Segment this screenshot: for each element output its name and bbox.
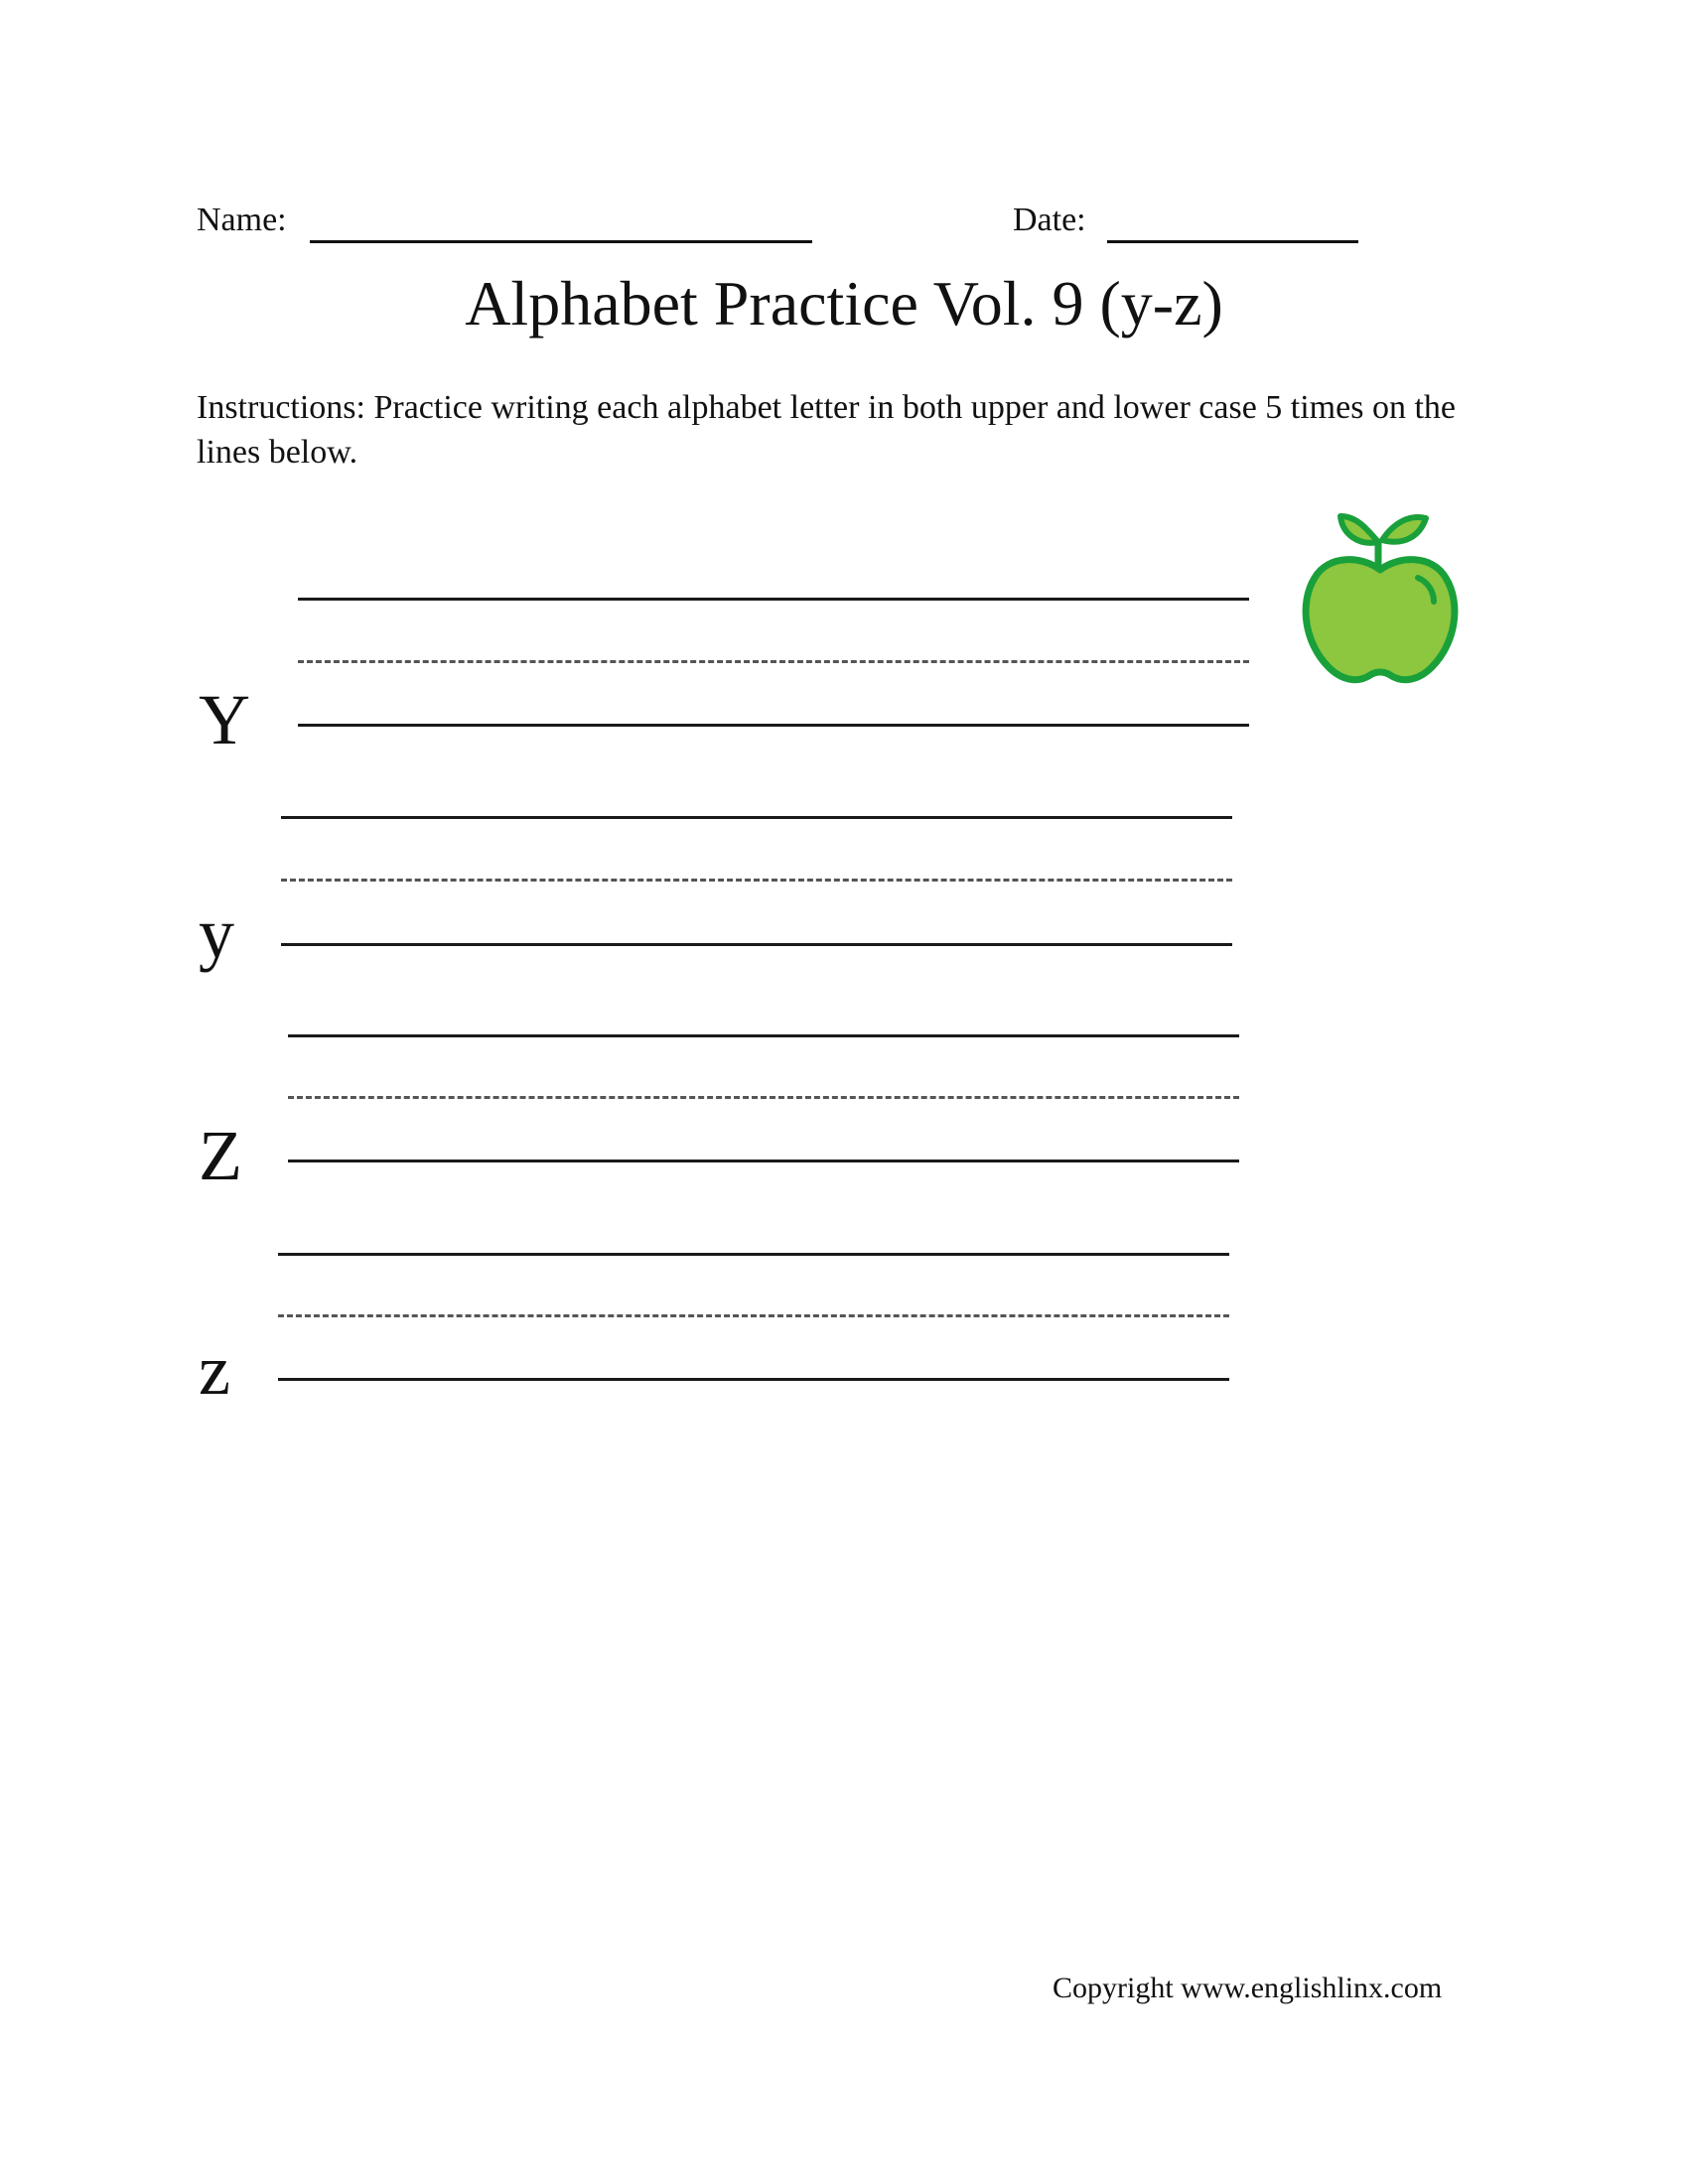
row-z-upper-base-line [288, 1160, 1239, 1162]
letter-lowercase-y: y [199, 893, 234, 973]
letter-lowercase-z: z [199, 1330, 230, 1410]
letter-uppercase-z: Z [199, 1116, 242, 1195]
letter-uppercase-y: Y [199, 680, 250, 759]
row-y-lower-top-line [281, 816, 1232, 819]
row-z-lower-mid-dashed-line [278, 1314, 1229, 1317]
row-z-upper-top-line [288, 1034, 1239, 1037]
row-y-lower-mid-dashed-line [281, 879, 1232, 882]
row-z-lower-base-line [278, 1378, 1229, 1381]
row-y-upper-top-line [298, 598, 1249, 601]
copyright-text: Copyright www.englishlinx.com [1053, 1972, 1443, 2004]
row-y-lower-base-line [281, 943, 1232, 946]
row-y-upper-mid-dashed-line [298, 660, 1249, 663]
apple-icon [1291, 492, 1470, 691]
name-blank-line [310, 240, 812, 243]
instructions-text: Instructions: Practice writing each alphabet letter in both upper and lower case 5 times on the lines below. [197, 389, 1456, 471]
name-label: Name: [197, 202, 287, 238]
worksheet-title: Alphabet Practice Vol. 9 (y-z) [465, 268, 1223, 339]
date-label: Date: [1013, 202, 1086, 238]
date-blank-line [1107, 240, 1358, 243]
row-z-lower-top-line [278, 1253, 1229, 1256]
row-y-upper-base-line [298, 724, 1249, 727]
row-z-upper-mid-dashed-line [288, 1096, 1239, 1099]
